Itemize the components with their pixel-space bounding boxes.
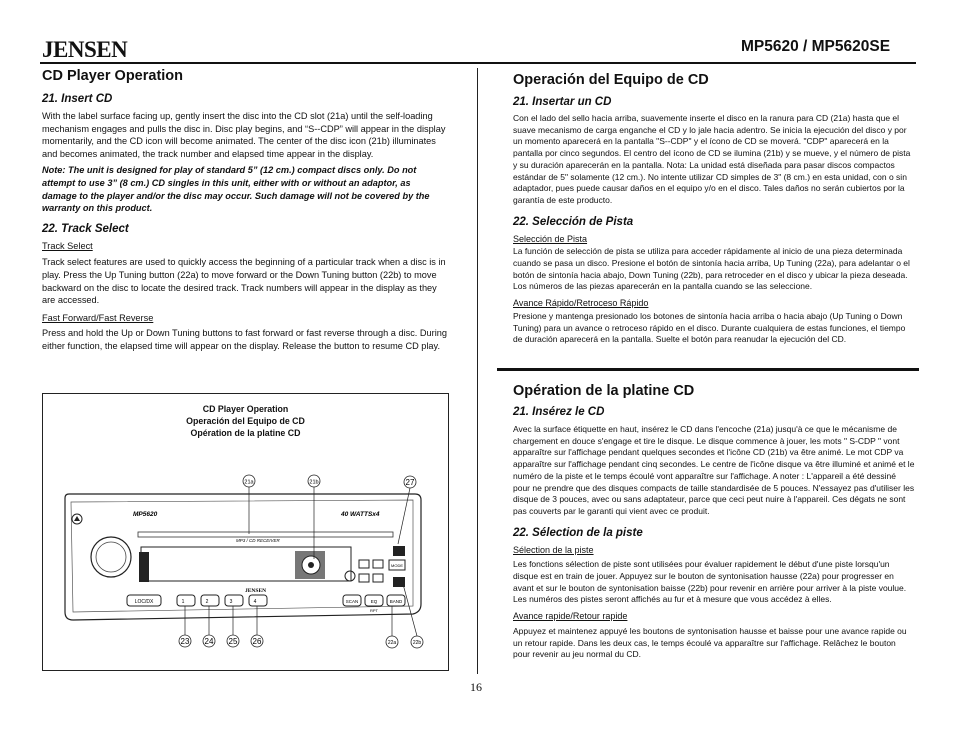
callout-label: 21a	[244, 479, 254, 486]
unit-watts-label: 40 WATTSx4	[341, 511, 380, 518]
button-label: EQ	[370, 599, 378, 604]
section-divider	[497, 368, 919, 371]
insert-cd-text: Con el lado del sello hacia arriba, suavemente inserte el disco en la ranura para CD (21a) hasta que el suave mecanismo de carga enganche el CD y lo jale hacia adentro. Se inicia la ejecución del disco y por un momento aparecerá en la pantalla "S--CDP" y el ícono de CD se moverá. "CDP" aparecerá en la pantalla por cinco segundos. El centro del ícono de CD se ilumina (21b) y se mueve, y el número de pista y su duración aparecerán en la pantalla. Nota: La unidad está diseñada para pasar discos compactos estándar de 5" solamente (12 cm.). No intente utilizar CD simples de 3" (8 cm.) en esta unidad, con o sin adaptador, pues puede causar daños en el equipo y/o en el disco. Tales daños no serán cubiertos por la garantía de este producto.	[513, 113, 911, 205]
model-title: MP5620 / MP5620SE	[741, 38, 891, 55]
subsection-title: 22. Selección de Pista	[513, 215, 634, 228]
section-title: Operación del Equipo de CD	[513, 72, 709, 88]
english-section	[42, 68, 447, 353]
insert-cd-note: Note: The unit is designed for play of standard 5” (12 cm.) compact discs only. Do not attempt to use 3” (8 cm.) CD singles in this unit, either with or without an adaptor, as damage to the player and/or the disc may occur. Such damage will not be covered by the warranty on this product.	[42, 165, 430, 214]
fast-forward-text: Appuyez et maintenez appuyé les boutons de syntonisation hausse et baisse pour une avance rapide ou un retour rapide. Dans les deux cas, le temps écoulé va apparaître sur l'affichage. Relâchez le bouton pour revenir au jeu normal du CD.	[513, 625, 907, 660]
button-label: 1	[181, 599, 185, 605]
callout-label: 22a	[387, 640, 397, 646]
header-rule	[40, 62, 916, 64]
figure-box	[42, 393, 449, 671]
french-section	[513, 383, 915, 661]
track-select-label: Sélection de la piste	[513, 544, 594, 555]
figure-caption: Operación del Equipo de CD	[186, 416, 305, 426]
button-label: LOC/DX	[134, 599, 154, 605]
insert-cd-text: With the label surface facing up, gently insert the disc into the CD slot (21a) until the self-loading mechanism engages and pulls the disc in. Disc play begins, and “S--CDP” will appear in the display momentarily, and the CD icon will become animated. The center of the disc icon (21b) illuminates and becomes animated, the track number and elapsed time appear in the display.	[42, 111, 446, 159]
column-divider	[477, 68, 478, 674]
button-label: SCAN	[345, 599, 359, 604]
page-number: 16	[470, 680, 482, 694]
fast-forward-text: Presione y mantenga presionado los botones de sintonía hacia arriba o hacia abajo (Up Tuning o Down Tuning) para un avance o retroceso rápido en el disco. Durante cualquiera de estas funciones, el tiempo de duración aparecerá en la pantalla. Suelte el botón para reanudar la ejecución del CD.	[513, 310, 906, 345]
fast-forward-text: Press and hold the Up or Down Tuning buttons to fast forward or fast reverse through a disc. During either function, the elapsed time will appear on the display. Release the button to resume CD play.	[42, 328, 447, 351]
callout-label: 21b	[309, 479, 319, 486]
button-label: MODE	[391, 563, 403, 568]
track-select-text: Track select features are used to quickly access the beginning of a particular track when a disc is in play. Press the Up Tuning button (22a) to move forward or the Down Tuning button (22b) to move backward on the disc to locate the desired track. Track numbers will appear in the display as they are accessed.	[42, 257, 446, 306]
section-title: CD Player Operation	[42, 68, 184, 84]
callout-label: 23	[180, 637, 190, 646]
subsection-title: 22. Track Select	[42, 222, 129, 235]
section-title: Opération de la platine CD	[513, 383, 695, 399]
button-label: RPT	[370, 608, 378, 613]
callout-label: 27	[405, 478, 415, 487]
button-label: 4	[253, 599, 257, 605]
callout-label: 22b	[412, 640, 422, 646]
track-select-text: La función de selección de pista se utiliza para acceder rápidamente al inicio de una pieza determinada cuando se pasa un disco. Presione el botón de sintonía hacia arriba, Up Tuning (22a), para adelantar o el botón de sintonía hacia abajo, Down Tuning (22b), para retroceder en el disco y ubicar la pieza deseada. Los números de las piezas aparecerán en la pantalla cuando se las seleccione.	[513, 246, 910, 292]
figure-caption: CD Player Operation	[202, 404, 289, 414]
unit-brand-label: JENSEN	[245, 588, 267, 594]
unit-model-label: MP5620	[133, 511, 158, 518]
subsection-title: 21. Insérez le CD	[513, 406, 605, 418]
callout-label: 26	[252, 637, 262, 646]
fast-forward-label: Avance rapide/Retour rapide	[513, 611, 628, 622]
brand-logo: JENSEN	[42, 37, 128, 62]
subsection-title: 22. Sélection de la piste	[513, 526, 643, 539]
insert-cd-text: Avec la surface étiquette en haut, insérez le CD dans l'encoche (21a) jusqu'à ce que le mécanisme de chargement en douce s'engage et tire le disque. Le disque commence à jouer, les mots " S-CDP " vont apparaître sur l'affichage pendant quelques secondes et l'icône CD (21b) va être animé. Le mot CDP va apparaître sur l'affichage pendant cinq secondes. Le centre de l'icône disque va être illuminé et animé et le numéro de la piste et le temps écoulé vont apparaître sur l'affichage. A noter : L'appareil a été dessiné pour ne prendre que des disques compacts de taille standardisée de 5 pouces. N'essayez pas d'utiliser les disque de 3 pouces, avec ou sans adaptateur, parce que ceci peut nuire à l'appareil. Ces dégats ne sont pas couverts par le garanti qui vient avec ce produit.	[513, 424, 915, 516]
subsection-title: 21. Insertar un CD	[513, 96, 612, 108]
fast-forward-label: Avance Rápido/Retroceso Rápido	[513, 298, 649, 309]
button-label: 2	[205, 599, 209, 605]
receiver-illustration	[43, 394, 448, 670]
figure-caption: Opération de la platine CD	[190, 428, 301, 438]
track-select-label: Track Select	[42, 240, 93, 251]
spanish-section	[513, 72, 915, 346]
track-select-text: Les fonctions sélection de piste sont utilisées pour évaluer rapidement le début d'une piste lorsqu'un disque est en train de jouer. Appuyez sur le bouton de syntonisation hausse (22a) pour progresser en avant et sur le bouton de syntonisation baisse (22b) pour revenir en arrière pour arriver à la piste voulue. Les numéros des pistes seront affichés au fur et à mesure que vous accédez à elles.	[513, 559, 907, 605]
fast-forward-label: Fast Forward/Fast Reverse	[42, 312, 154, 323]
callout-label: 24	[204, 637, 214, 646]
unit-receiver-label: MP3 / CD RECEIVER	[236, 538, 280, 543]
callout-label: 25	[228, 637, 238, 646]
subsection-title: 21. Insert CD	[42, 93, 113, 105]
button-label: BAND	[389, 599, 403, 604]
button-label: 3	[229, 599, 233, 605]
track-select-label: Selección de Pista	[513, 233, 588, 244]
